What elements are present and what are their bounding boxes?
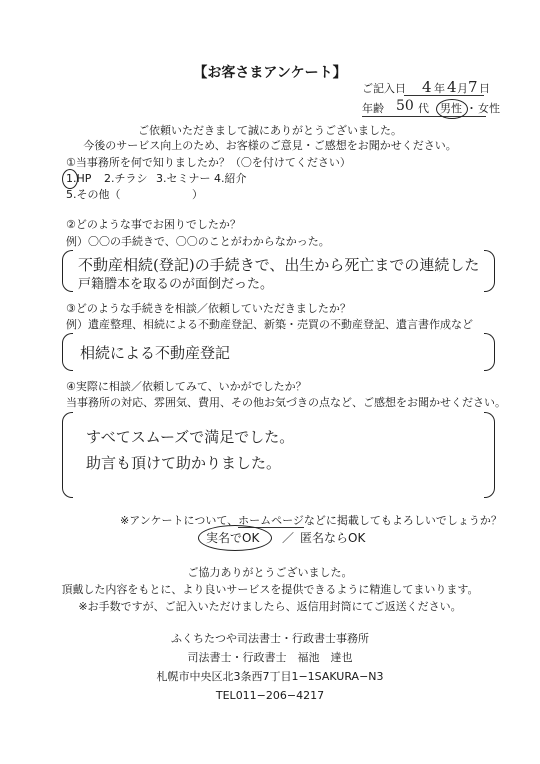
gender-separator: ・ [466,102,477,115]
q4-answer-line-2: 助言も頂けて助かりました。 [86,454,282,472]
intro-line-1: ご依頼いただきまして誠にありがとうございました。 [138,124,402,137]
q2-bracket-right [484,250,495,292]
consent-real-name: 実名でOK [206,531,260,545]
day-value: 7 [468,78,478,96]
year-value: 4 [422,78,432,96]
q1-option-flyer: 2.チラシ [104,172,148,185]
q2-answer-line-1: 不動産相続(登記)の手続きで、出生から死亡までの連続した [78,256,480,274]
intro-line-2: 今後のサービス向上のため、お客様のご意見・ご感想をお聞かせください。 [83,139,457,152]
q1-option-referral: 4.紹介 [214,172,247,185]
closing-thanks: ご協力ありがとうございました。 [187,566,353,579]
q4-question: ④実際に相談／依頼してみて、いかがでしたか？ [66,380,307,393]
consent-anonymous: 匿名ならOK [300,531,366,545]
month-unit: 月 [457,82,468,95]
q4-answer-line-1: すべてスムーズで満足でした。 [86,428,295,446]
q1-option-hp: 1.HP [66,172,92,185]
age-gender-row [362,100,502,116]
q1-option-other-close: ） [192,188,203,201]
consent-question [120,514,502,528]
age-unit: 代 [418,102,429,115]
age-value: 50 [396,98,414,114]
real-name-circle-mark [198,525,272,551]
gender-male: 男性 [440,102,462,115]
q3-example: 例）遺産整理、相続による不動産登記、新築・売買の不動産登記、遺言書作成など [66,318,473,331]
q3-bracket-left [62,333,73,371]
consent-question-suffix: などに掲載してもよろしいでしょうか？ [303,514,502,527]
day-unit: 日 [479,82,490,95]
q2-bracket-left [62,250,73,292]
office-person: 司法書士・行政書士 福池 達也 [187,651,353,664]
q2-question: ②どのような事でお困りでしたか？ [66,218,241,231]
q4-sub: 当事務所の対応、雰囲気、費用、その他お気づきの点など、ご感想をお聞かせください。 [66,396,506,409]
closing-return-note: ※お手数ですが、ご記入いただけましたら、返信用封筒にてご返送ください。 [78,600,462,613]
office-name: ふくちたつや司法書士・行政書士事務所 [171,632,369,645]
q3-question: ③どのような手続きを相談／依頼していただきましたか？ [66,302,351,315]
consent-question-link: ホームページ [238,514,304,527]
office-address: 札幌市中央区北3条西7丁目1−1SAKURA−N3 [156,670,384,683]
date-row [362,78,490,96]
age-label: 年齢 [362,102,384,115]
survey-title: 【お客さまアンケート】 [193,65,347,81]
year-unit: 年 [434,82,445,95]
q3-bracket-right [484,333,495,371]
q3-answer: 相続による不動産登記 [80,344,231,362]
q1-question: ①当事務所を何で知りましたか？（〇を付けてください） [66,156,351,169]
q2-answer-line-2: 戸籍謄本を取るのが面倒だった。 [78,277,274,292]
month-value: 4 [447,78,457,96]
consent-question-prefix: ※アンケートについて、 [120,514,239,527]
male-circle-mark [436,99,468,119]
age-underline [362,116,486,117]
closing-promise: 頂戴した内容をもとに、より良いサービスを提供できるように精進してまいります。 [61,583,479,596]
q1-option-seminar: 3.セミナー [156,172,211,185]
q4-bracket-right [484,412,495,498]
q2-example: 例）〇〇の手続きで、〇〇のことがわからなかった。 [66,235,330,248]
hp-circle-mark [62,169,78,189]
office-tel: TEL011−206−4217 [215,689,325,702]
q1-option-other: 5.その他（ [66,188,121,201]
date-label: ご記入日 [362,82,406,95]
consent-slash: ／ [282,531,295,545]
q4-bracket-left [62,412,73,498]
gender-female: 女性 [478,102,500,115]
